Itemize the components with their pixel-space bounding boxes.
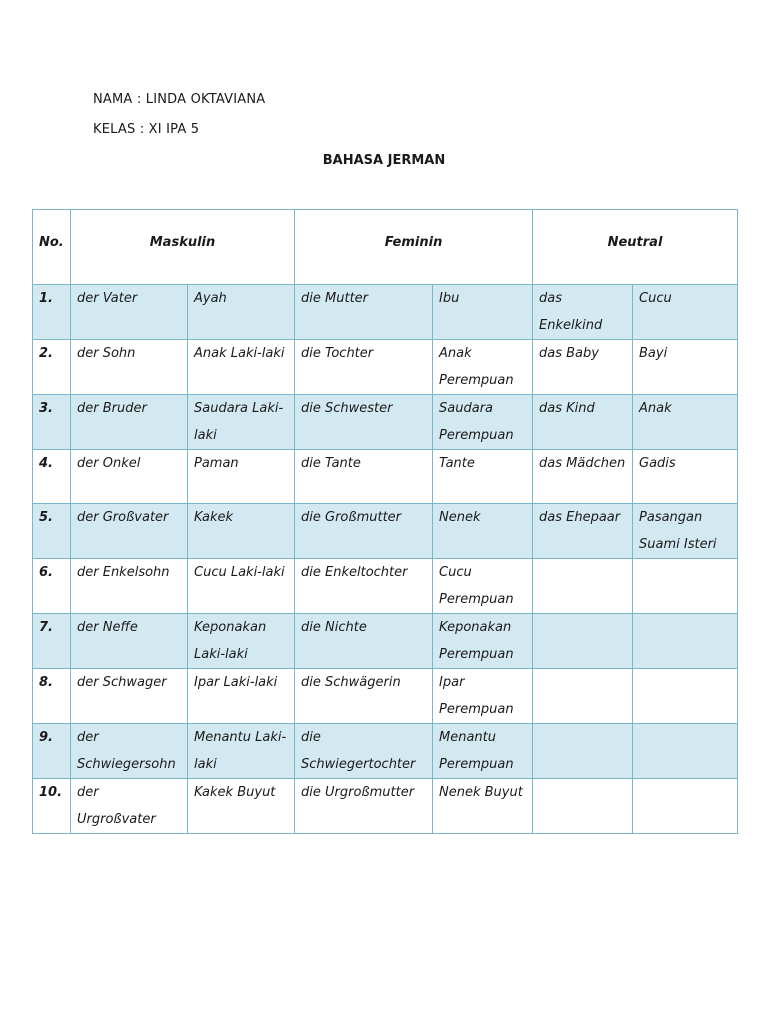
neutral-indonesian-cell: Gadis [633, 450, 738, 504]
feminin-indonesian-cell: Keponakan Perempuan [433, 614, 533, 669]
neutral-german-cell [533, 724, 633, 779]
table-header-row [33, 210, 738, 285]
maskulin-german-cell: der Onkel [71, 450, 188, 504]
feminin-indonesian-cell: Ipar Perempuan [433, 669, 533, 724]
feminin-indonesian-cell: Nenek Buyut [433, 779, 533, 834]
neutral-indonesian-cell [633, 559, 738, 614]
neutral-indonesian-cell: Pasangan Suami Isteri [633, 504, 738, 559]
feminin-german-cell: die Enkeltochter [295, 559, 433, 614]
row-number-cell: 3. [33, 395, 71, 450]
maskulin-german-cell: der Enkelsohn [71, 559, 188, 614]
neutral-german-cell [533, 614, 633, 669]
row-number-cell: 4. [33, 450, 71, 504]
feminin-german-cell: die Schwägerin [295, 669, 433, 724]
maskulin-german-cell: der Großvater [71, 504, 188, 559]
feminin-german-cell: die Mutter [295, 285, 433, 340]
maskulin-indonesian-cell: Anak Laki-laki [188, 340, 295, 395]
feminin-german-cell: die Tante [295, 450, 433, 504]
neutral-german-cell [533, 669, 633, 724]
row-number-cell: 9. [33, 724, 71, 779]
row-number-cell: 1. [33, 285, 71, 340]
table-row [33, 340, 738, 395]
neutral-german-cell: das Enkelkind [533, 285, 633, 340]
feminin-indonesian-cell: Ibu [433, 285, 533, 340]
neutral-german-cell [533, 559, 633, 614]
neutral-indonesian-cell: Cucu [633, 285, 738, 340]
header-no: No. [33, 210, 71, 285]
feminin-indonesian-cell: Saudara Perempuan [433, 395, 533, 450]
maskulin-indonesian-cell: Saudara Laki-laki [188, 395, 295, 450]
row-number-cell: 8. [33, 669, 71, 724]
feminin-indonesian-cell: Cucu Perempuan [433, 559, 533, 614]
feminin-indonesian-cell: Anak Perempuan [433, 340, 533, 395]
student-name: NAMA : LINDA OKTAVIANA [93, 92, 266, 107]
neutral-indonesian-cell: Anak [633, 395, 738, 450]
maskulin-german-cell: der Bruder [71, 395, 188, 450]
neutral-german-cell: das Kind [533, 395, 633, 450]
neutral-indonesian-cell [633, 614, 738, 669]
vocabulary-table [32, 209, 738, 834]
maskulin-indonesian-cell: Kakek [188, 504, 295, 559]
row-number-cell: 7. [33, 614, 71, 669]
header-neutral: Neutral [533, 210, 738, 285]
neutral-german-cell: das Mädchen [533, 450, 633, 504]
table-row [33, 450, 738, 504]
table-row [33, 504, 738, 559]
neutral-german-cell: das Baby [533, 340, 633, 395]
feminin-german-cell: die Schwiegertochter [295, 724, 433, 779]
row-number-cell: 6. [33, 559, 71, 614]
maskulin-indonesian-cell: Ayah [188, 285, 295, 340]
table-row [33, 779, 738, 834]
maskulin-german-cell: der Schwiegersohn [71, 724, 188, 779]
maskulin-german-cell: der Schwager [71, 669, 188, 724]
feminin-indonesian-cell: Tante [433, 450, 533, 504]
feminin-german-cell: die Schwester [295, 395, 433, 450]
row-number-cell: 10. [33, 779, 71, 834]
feminin-german-cell: die Großmutter [295, 504, 433, 559]
maskulin-indonesian-cell: Ipar Laki-laki [188, 669, 295, 724]
table-row [33, 724, 738, 779]
feminin-german-cell: die Urgroßmutter [295, 779, 433, 834]
feminin-german-cell: die Nichte [295, 614, 433, 669]
neutral-indonesian-cell: Bayi [633, 340, 738, 395]
neutral-indonesian-cell [633, 779, 738, 834]
neutral-indonesian-cell [633, 669, 738, 724]
maskulin-german-cell: der Neffe [71, 614, 188, 669]
table-row [33, 614, 738, 669]
table-row [33, 559, 738, 614]
row-number-cell: 2. [33, 340, 71, 395]
header-feminin: Feminin [295, 210, 533, 285]
maskulin-indonesian-cell: Keponakan Laki-laki [188, 614, 295, 669]
header-maskulin: Maskulin [71, 210, 295, 285]
table-row [33, 669, 738, 724]
maskulin-indonesian-cell: Paman [188, 450, 295, 504]
feminin-german-cell: die Tochter [295, 340, 433, 395]
maskulin-german-cell: der Vater [71, 285, 188, 340]
neutral-indonesian-cell [633, 724, 738, 779]
maskulin-indonesian-cell: Cucu Laki-laki [188, 559, 295, 614]
feminin-indonesian-cell: Nenek [433, 504, 533, 559]
feminin-indonesian-cell: Menantu Perempuan [433, 724, 533, 779]
document-title: BAHASA JERMAN [322, 153, 446, 168]
student-class: KELAS : XI IPA 5 [93, 122, 200, 137]
maskulin-german-cell: der Urgroßvater [71, 779, 188, 834]
row-number-cell: 5. [33, 504, 71, 559]
neutral-german-cell: das Ehepaar [533, 504, 633, 559]
table-row [33, 395, 738, 450]
maskulin-german-cell: der Sohn [71, 340, 188, 395]
neutral-german-cell [533, 779, 633, 834]
maskulin-indonesian-cell: Menantu Laki-laki [188, 724, 295, 779]
maskulin-indonesian-cell: Kakek Buyut [188, 779, 295, 834]
table-row [33, 285, 738, 340]
